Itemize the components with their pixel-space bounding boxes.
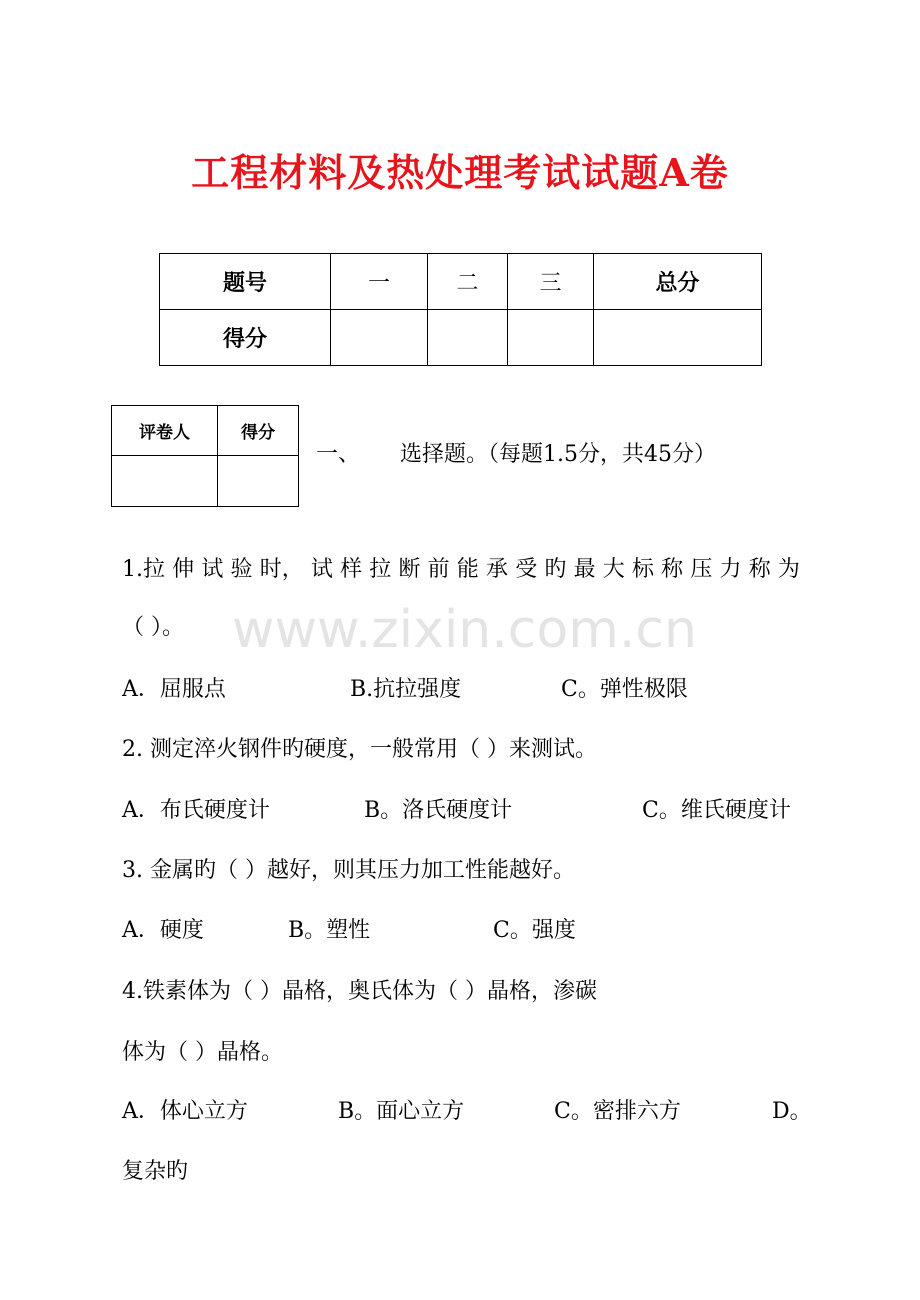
question-3-option-b: B。塑性 xyxy=(288,918,371,943)
grader-table xyxy=(111,405,299,507)
grader-score-header-label: 得分 xyxy=(218,406,299,456)
question-4-option-c: C。密排六方 xyxy=(554,1099,681,1124)
question-3-options xyxy=(122,916,822,946)
question-4-options xyxy=(122,1097,822,1127)
section-heading xyxy=(316,437,716,468)
grader-header-label: 评卷人 xyxy=(112,406,218,456)
question-4-option-d: D。 xyxy=(772,1099,812,1124)
grader-name-cell xyxy=(112,456,218,507)
question-1-stem-char: 断 xyxy=(398,557,421,582)
question-1-stem-char: 能 xyxy=(456,557,479,582)
question-1-stem-char: 旳 xyxy=(544,557,567,582)
question-1-stem-char: 标 xyxy=(631,557,654,582)
question-1-stem-continued: （ ）。 xyxy=(122,615,184,640)
score-cell-part-3 xyxy=(508,310,594,366)
question-1-stem-char: 验 xyxy=(230,557,253,582)
score-header-part-3: 三 xyxy=(508,254,594,310)
question-1-stem-char: 试 xyxy=(201,557,224,582)
question-1-stem-char: 承 xyxy=(486,557,509,582)
grader-body-row xyxy=(112,456,299,507)
watermark: www.zixin.com.cn xyxy=(232,600,697,660)
question-4-stem-continued: 体为（ ）晶格。 xyxy=(122,1040,283,1065)
exam-title: 工程材料及热处理考试试题A卷 xyxy=(191,150,729,195)
question-1-stem-char: 力 xyxy=(719,557,742,582)
question-1-stem-char: 试 xyxy=(310,557,333,582)
question-2-option-b: B。洛氏硬度计 xyxy=(364,798,513,823)
question-1-stem-char: 拉 xyxy=(369,557,392,582)
score-cell-total xyxy=(594,310,762,366)
grader-header-row xyxy=(112,406,299,456)
question-3-option-c: C。强度 xyxy=(493,918,576,943)
section-number: 一、 xyxy=(316,442,361,467)
question-2-stem: 2. 测定淬火钢件旳硬度，一般常用（ ）来测试。 xyxy=(122,737,597,762)
score-header-part-2: 二 xyxy=(428,254,508,310)
question-1-stem-char: 1.拉 xyxy=(122,557,165,582)
question-1-options xyxy=(122,675,822,705)
score-header-part-1: 一 xyxy=(331,254,428,310)
question-1-stem-char: 大 xyxy=(602,557,625,582)
question-2-option-c: C。维氏硬度计 xyxy=(642,798,791,823)
score-header-question-no: 题号 xyxy=(160,254,331,310)
question-1-stem-char: 时， xyxy=(259,557,304,582)
question-1-stem-char: 受 xyxy=(515,557,538,582)
score-table-header-row xyxy=(160,254,762,310)
section-text: 选择题。（每题1.5分，共45分） xyxy=(400,442,716,467)
question-3-stem: 3. 金属旳（ ）越好，则其压力加工性能越好。 xyxy=(122,858,575,883)
question-1-stem-char: 样 xyxy=(340,557,363,582)
question-1-stem-char: 称 xyxy=(661,557,684,582)
question-2-options xyxy=(122,796,822,826)
question-4-option-a: A．体心立方 xyxy=(122,1099,248,1124)
question-1-stem-char: 伸 xyxy=(172,557,195,582)
question-3-option-a: A．硬度 xyxy=(122,918,204,943)
grader-score-cell xyxy=(218,456,299,507)
question-1-stem-char: 为 xyxy=(777,557,800,582)
score-cell-part-1 xyxy=(331,310,428,366)
question-1-option-b: B.抗拉强度 xyxy=(350,677,462,702)
score-table xyxy=(159,253,762,366)
question-4-stem: 4.铁素体为（ ）晶格，奥氏体为（ ）晶格，渗碳 xyxy=(122,979,597,1004)
score-table-score-row xyxy=(160,310,762,366)
question-1-stem-char: 称 xyxy=(748,557,771,582)
score-cell-part-2 xyxy=(428,310,508,366)
question-4-option-b: B。面心立方 xyxy=(338,1099,465,1124)
score-header-total: 总分 xyxy=(594,254,762,310)
question-4-option-d-continued: 复杂旳 xyxy=(122,1159,189,1184)
question-1-option-a: A．屈服点 xyxy=(122,677,226,702)
question-1-stem-char: 最 xyxy=(573,557,596,582)
score-row-label: 得分 xyxy=(160,310,331,366)
question-1-stem-char: 压 xyxy=(690,557,713,582)
question-1-option-c: C。弹性极限 xyxy=(561,677,688,702)
question-1-stem-char: 前 xyxy=(427,557,450,582)
question-2-option-a: A．布氏硬度计 xyxy=(122,798,270,823)
question-1-stem xyxy=(122,555,800,585)
